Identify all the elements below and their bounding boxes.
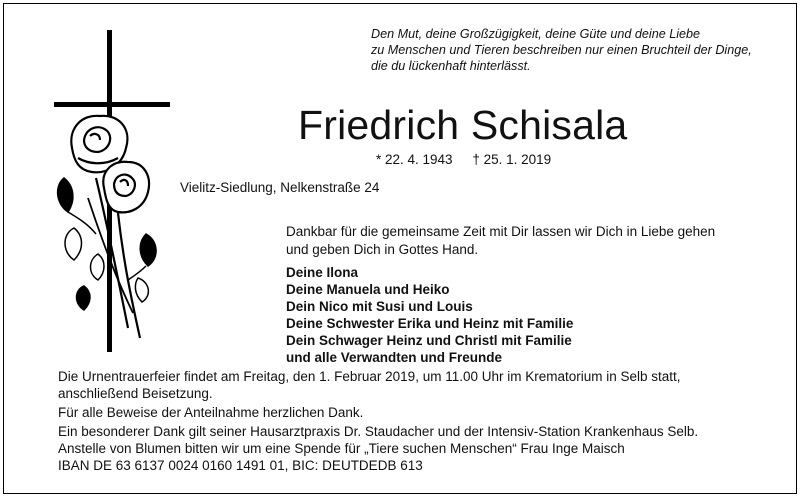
mourner: Deine Schwester Erika und Heinz mit Familie [286,316,574,331]
death-date: † 25. 1. 2019 [472,152,552,167]
general-thanks: Für alle Beweise der Anteilnahme herzlichen Dank. [58,405,364,420]
mourner: und alle Verwandten und Freunde [286,350,503,365]
mourner: Dein Nico mit Susi und Louis [286,299,473,314]
bank-details: IBAN DE 63 6137 0024 0160 1491 01, BIC: DEUTDEDB 613 [58,458,423,473]
farewell-line: und geben Dich in Gottes Hand. [286,242,479,257]
quote-line: zu Menschen und Tieren beschreiben nur einen Bruchteil der Dinge, [371,43,752,57]
ceremony-info [58,368,788,402]
deceased-name: Friedrich Schisala [298,102,628,148]
mourners-list [286,264,573,366]
quote-line: die du lückenhaft hinterlässt. [371,59,531,73]
address: Vielitz-Siedlung, Nelkenstraße 24 [180,180,380,195]
cross-with-roses-icon [48,28,178,358]
obituary-notice [3,3,797,494]
donation-request: Anstelle von Blumen bitten wir um eine Spende für „Tiere suchen Menschen“ Frau Inge Maisch [58,441,625,456]
mourner: Deine Ilona [286,265,359,280]
life-dates [376,152,551,167]
farewell-line: Dankbar für die gemeinsame Zeit mit Dir lassen wir Dich in Liebe gehen [286,224,716,239]
farewell-text [286,223,786,259]
mourner: Dein Schwager Heinz und Christl mit Familie [286,333,572,348]
birth-date: * 22. 4. 1943 [376,152,453,167]
ceremony-line: anschließend Beisetzung. [58,386,213,401]
mourner: Deine Manuela und Heiko [286,282,450,297]
special-thanks: Ein besonderer Dank gilt seiner Hausarztpraxis Dr. Staudacher und der Intensiv-Station Krankenhaus Selb. [58,424,699,439]
ceremony-line: Die Urnentrauerfeier findet am Freitag, den 1. Februar 2019, um 11.00 Uhr im Krematorium in Selb statt, [58,369,681,384]
memorial-quote [371,26,781,74]
footer-notes [58,368,788,474]
quote-line: Den Mut, deine Großzügigkeit, deine Güte und deine Liebe [371,27,701,41]
